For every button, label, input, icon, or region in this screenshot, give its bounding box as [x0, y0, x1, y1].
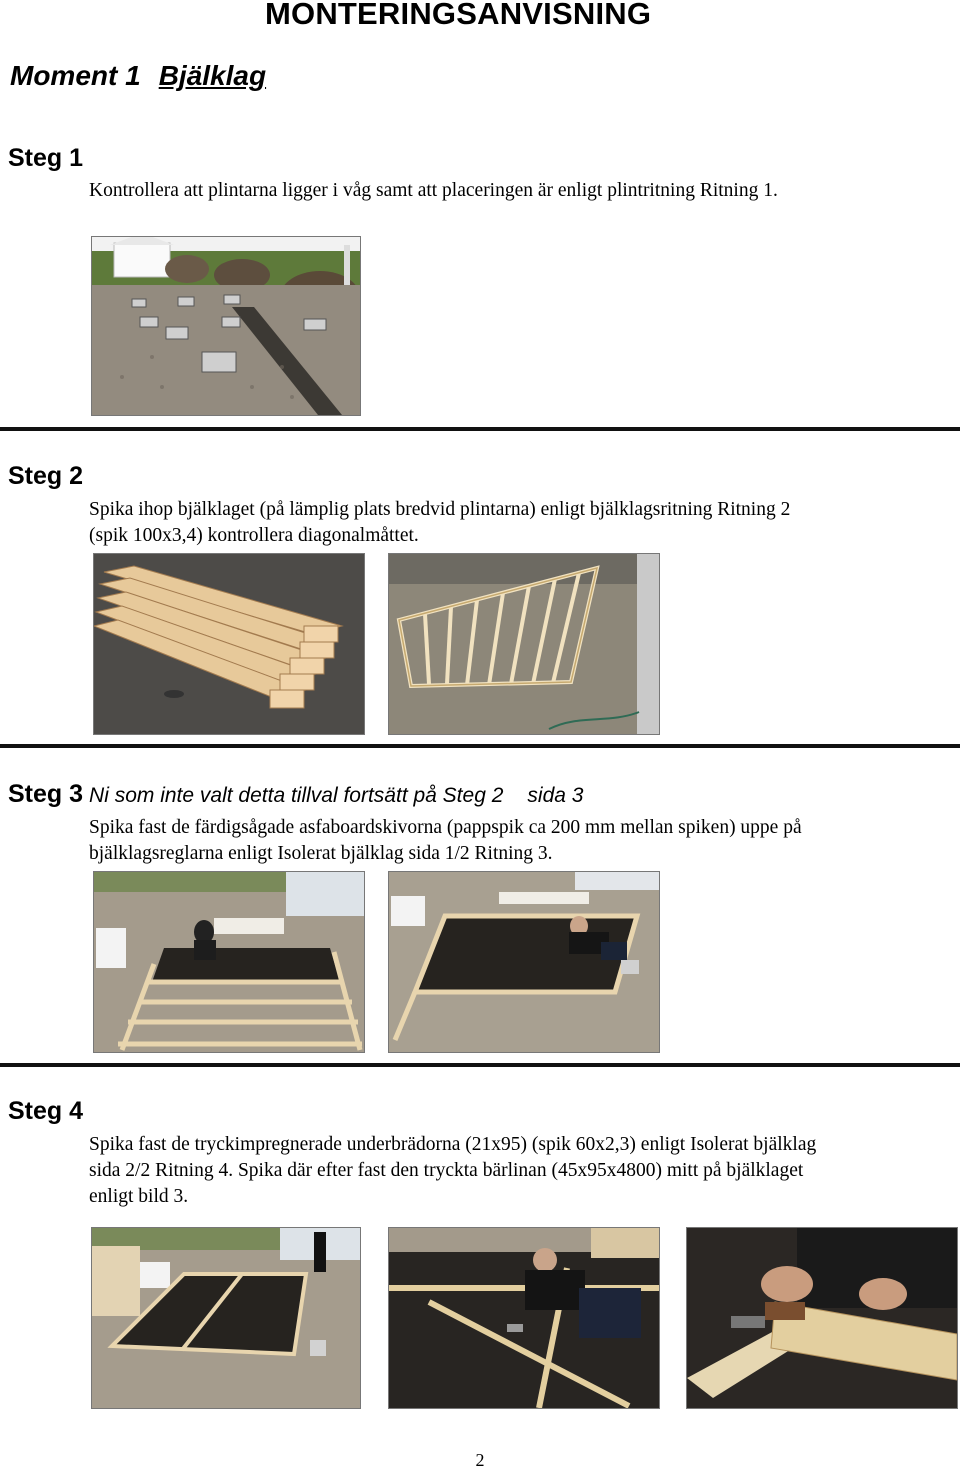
step-4-line-1: Spika fast de tryckimpregnerade underbrädorna (21x95) (spik 60x2,3) enligt Isolerat bjälklag	[89, 1134, 817, 1155]
step-4-line-2: sida 2/2 Ritning 4. Spika där efter fast den tryckta bärlinan (45x95x4800) mitt på bjälklaget	[89, 1160, 804, 1181]
moment-title: Bjälklag	[158, 60, 267, 91]
step-3-text	[89, 815, 802, 867]
underboard-photo-3	[686, 1227, 958, 1409]
step-3-line-1: Spika fast de färdigsågade asfaboardskivorna (pappspik ca 200 mm mellan spiken) uppe på	[89, 817, 802, 838]
step-4-label: Steg 4	[8, 1097, 84, 1125]
step-3-note-text: Ni som inte valt detta tillval fortsätt på Steg 2	[89, 784, 504, 807]
moment-label: Moment 1	[10, 60, 141, 91]
section-divider-2	[0, 744, 960, 748]
asphalt-board-photo-1	[93, 871, 365, 1053]
step-3-label: Steg 3	[8, 780, 84, 808]
step-1-label: Steg 1	[8, 144, 84, 172]
step-4-text	[89, 1132, 816, 1210]
step-3-line-2: bjälklagsreglarna enligt Isolerat bjälklag sida 1/2 Ritning 3.	[89, 843, 553, 864]
step-3-heading	[8, 780, 583, 809]
step-2-label: Steg 2	[8, 462, 84, 490]
asphalt-board-photo-2	[388, 871, 660, 1053]
document-title: MONTERINGSANVISNING	[265, 0, 652, 31]
step-4-line-3: enligt bild 3.	[89, 1186, 189, 1207]
lumber-stack-photo	[93, 553, 365, 735]
step-2-line-1: Spika ihop bjälklaget (på lämplig plats bredvid plintarna) enligt bjälklagsritning Ritning 2	[89, 499, 791, 520]
page-number: 2	[475, 1450, 485, 1470]
underboard-photo-1	[91, 1227, 361, 1409]
plinth-foundation-photo	[91, 236, 361, 416]
underboard-photo-2	[388, 1227, 660, 1409]
step-2-line-2: (spik 100x3,4) kontrollera diagonalmåttet.	[89, 525, 419, 546]
step-1-text	[89, 178, 778, 204]
step-1-line-1: Kontrollera att plintarna ligger i våg samt att placeringen är enligt plintritning Ritning 1.	[89, 180, 778, 201]
step-3-note	[89, 784, 583, 807]
step-3-note-page: sida 3	[527, 784, 584, 807]
section-divider-1	[0, 427, 960, 431]
section-divider-3	[0, 1063, 960, 1067]
joist-frame-photo	[388, 553, 660, 735]
moment-heading	[10, 60, 266, 92]
step-2-text	[89, 497, 790, 549]
